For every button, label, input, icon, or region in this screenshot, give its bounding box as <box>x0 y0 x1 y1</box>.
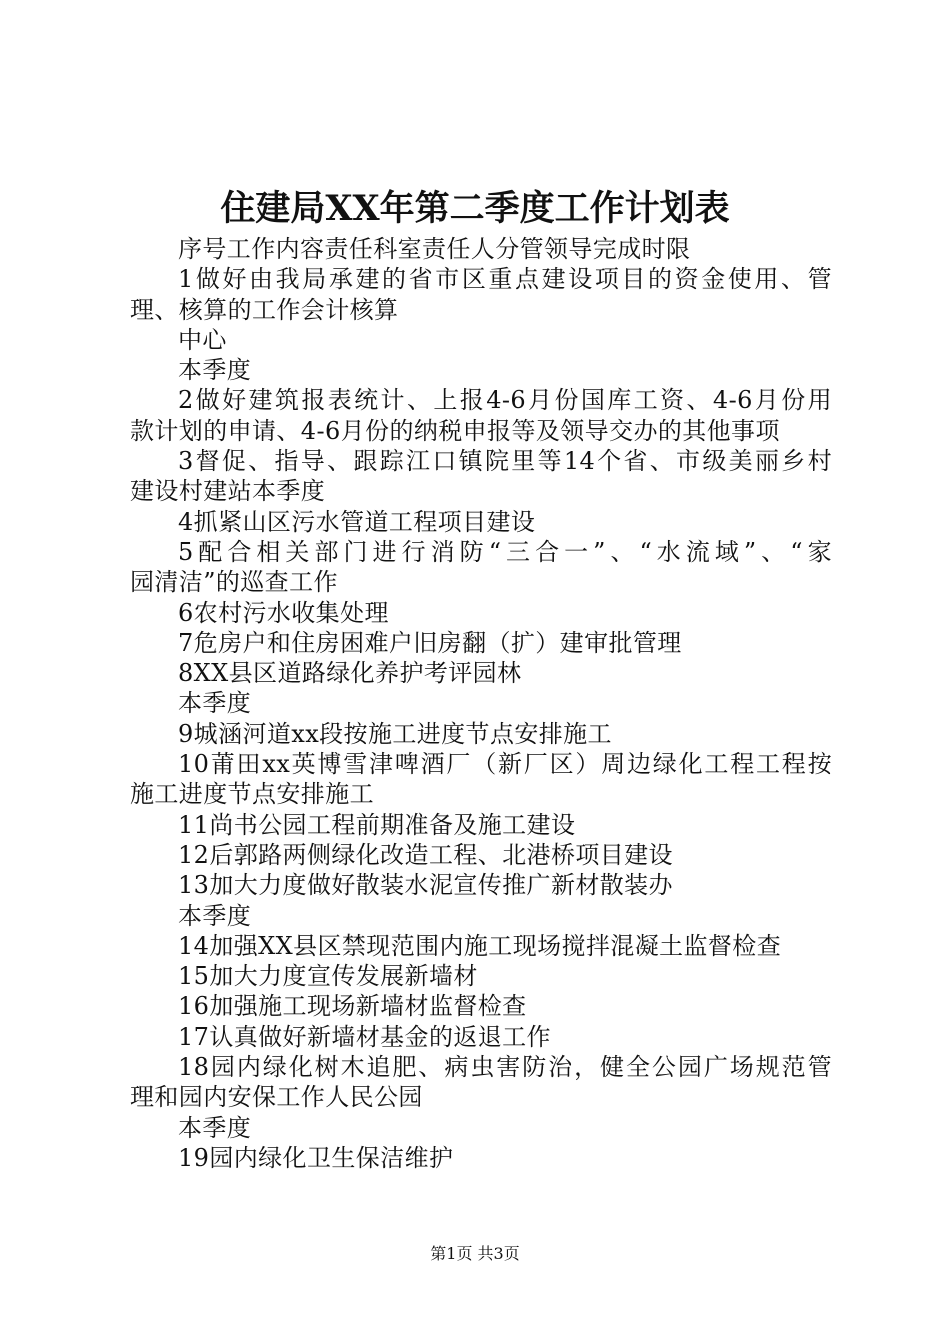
paragraph-line: 12后郭路两侧绿化改造工程、北港桥项目建设 <box>178 840 673 869</box>
paragraph-line: 理、核算的工作会计核算 <box>130 295 399 324</box>
page-number-footer: 第1页 共3页 <box>430 1244 520 1263</box>
paragraph-line: 10莆田xx英博雪津啤酒厂（新厂区）周边绿化工程工程按 <box>178 750 832 779</box>
paragraph-line: 14加强XX县区禁现范围内施工现场搅拌混凝土监督检查 <box>178 931 782 960</box>
paragraph-line: 16加强施工现场新墙材监督检查 <box>178 992 527 1021</box>
paragraph-line: 19园内绿化卫生保洁维护 <box>178 1143 454 1172</box>
paragraph-line: 17认真做好新墙材基金的返退工作 <box>178 1022 551 1051</box>
paragraph-line: 本季度 <box>178 901 252 930</box>
paragraph-line: 13加大力度做好散装水泥宣传推广新材散装办 <box>178 871 673 900</box>
paragraph-line: 18园内绿化树木追肥、病虫害防治，健全公园广场规范管 <box>178 1053 832 1082</box>
paragraph-line: 本季度 <box>178 1113 252 1142</box>
paragraph-line: 中心 <box>178 325 227 354</box>
document-body <box>130 234 832 1173</box>
paragraph-line: 7危房户和住房困难户旧房翻（扩）建审批管理 <box>178 628 682 657</box>
paragraph-line: 9城涵河道xx段按施工进度节点安排施工 <box>178 719 612 748</box>
paragraph-line: 建设村建站本季度 <box>130 477 326 506</box>
paragraph-line: 5配合相关部门进行消防“三合一”、“水流域”、“家 <box>178 537 832 566</box>
table-header-line: 序号工作内容责任科室责任人分管领导完成时限 <box>178 235 691 263</box>
paragraph-line: 6农村污水收集处理 <box>178 598 389 627</box>
paragraph-line: 15加大力度宣传发展新墙材 <box>178 962 478 991</box>
document-title: 住建局XX年第二季度工作计划表 <box>220 188 730 229</box>
paragraph-line: 3督促、指导、跟踪江口镇院里等14个省、市级美丽乡村 <box>178 447 832 476</box>
paragraph-line: 理和园内安保工作人民公园 <box>130 1083 423 1112</box>
paragraph-line: 4抓紧山区污水管道工程项目建设 <box>178 507 536 536</box>
paragraph-line: 1做好由我局承建的省市区重点建设项目的资金使用、管 <box>178 265 832 294</box>
paragraph-line: 园清洁”的巡查工作 <box>130 568 338 597</box>
paragraph-line: 施工进度节点安排施工 <box>130 780 374 809</box>
paragraph-line: 本季度 <box>178 356 252 385</box>
paragraph-line: 2做好建筑报表统计、上报4-6月份国库工资、4-6月份用 <box>178 386 832 415</box>
paragraph-line: 款计划的申请、4-6月份的纳税申报等及领导交办的其他事项 <box>130 416 780 445</box>
paragraph-line: 本季度 <box>178 689 252 718</box>
paragraph-line: 8XX县区道路绿化养护考评园林 <box>178 659 522 688</box>
paragraph-line: 11尚书公园工程前期准备及施工建设 <box>178 810 576 839</box>
